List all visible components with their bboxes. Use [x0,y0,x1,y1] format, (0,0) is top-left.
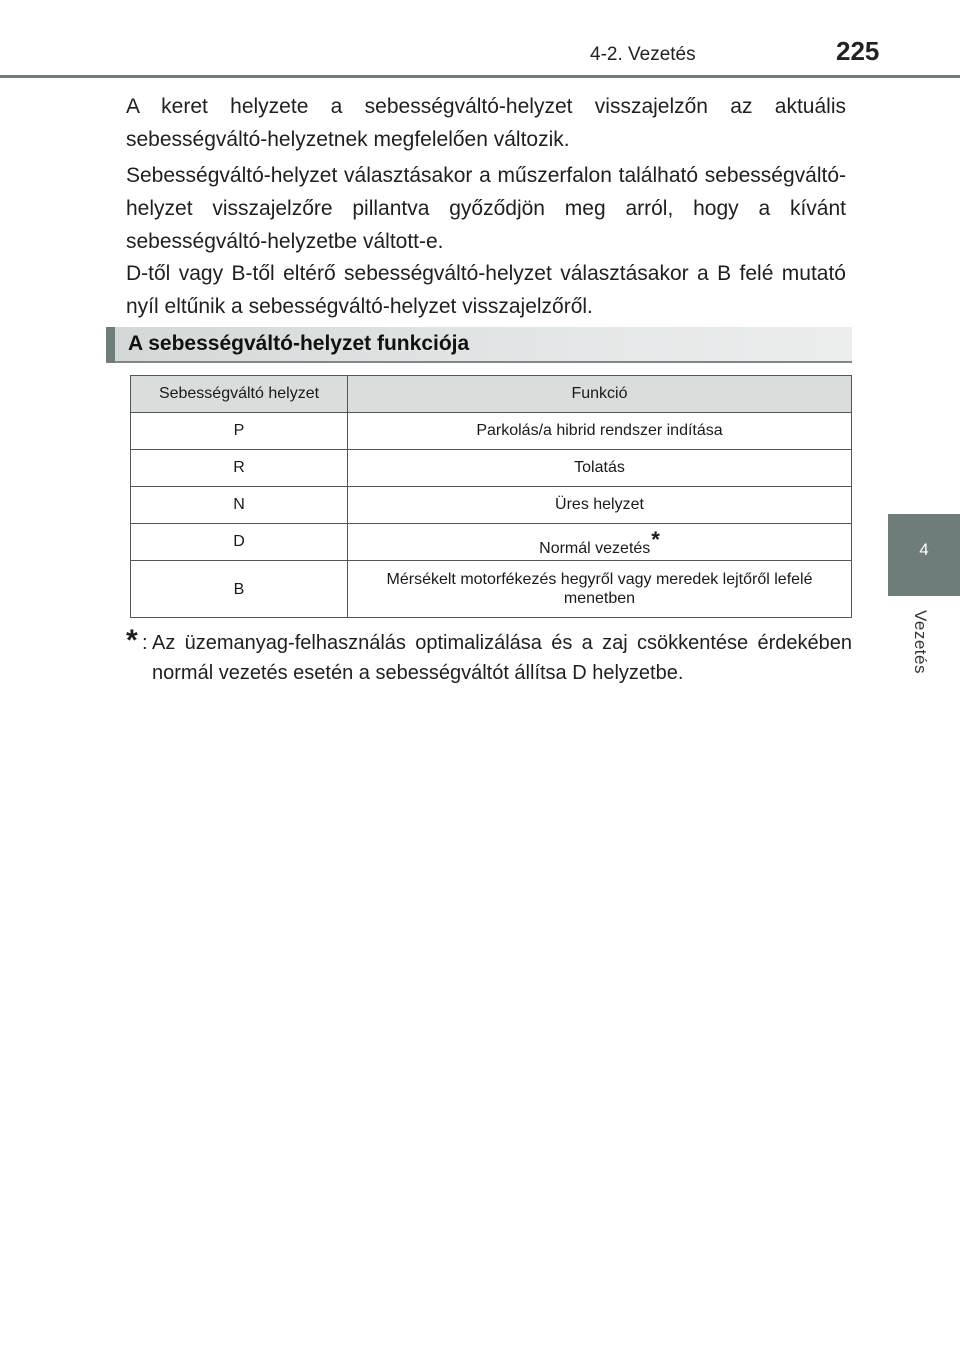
paragraph-1: A keret helyzete a sebességváltó-helyzet visszajelzőn az aktuális sebességváltó-helyzetnek megfelelően változik. [126,95,846,151]
footnote [126,624,852,688]
table-cell-function [348,524,852,561]
section-title: 4-2. Vezetés [590,44,696,65]
table-cell-position: P [131,413,348,450]
table-row [131,524,852,561]
footnote-separator: : [142,632,148,654]
table-cell-function: Parkolás/a hibrid rendszer indítása [348,413,852,450]
section-subheading [106,327,852,363]
table-row [131,450,852,487]
table-cell-function: Üres helyzet [348,487,852,524]
subheading-accent-bar [106,327,115,363]
table-cell-function: Mérsékelt motorfékezés hegyről vagy meredek lejtőről lefelé menetben [348,561,852,618]
footnote-reference-marker: * [651,526,660,552]
page-header [0,0,960,80]
table-cell-function: Tolatás [348,450,852,487]
page-number: 225 [836,36,880,66]
paragraph-3: D-től vagy B-től eltérő sebességváltó-helyzet választásakor a B felé mutató nyíl eltűnik a sebességváltó-helyzet visszajelzőről. [126,262,846,318]
footnote-text: Az üzemanyag-felhasználás optimalizálása és a zaj csökkentése érdekében normál vezetés esetén a sebességváltót állítsa D helyzetbe. [152,632,852,684]
table-header-function: Funkció [348,376,852,413]
table-header-position: Sebességváltó helyzet [131,376,348,413]
subheading-text: A sebességváltó-helyzet funkciója [128,332,470,355]
function-text: Normál vezetés [539,539,651,557]
paragraph-2: Sebességváltó-helyzet választásakor a műszerfalon található sebességváltó-helyzet visszajelzőre pillantva győződjön meg arról, hogy a kívánt sebességváltó-helyzetbe váltott-e. [126,164,846,253]
table-row [131,561,852,618]
chapter-number: 4 [919,540,929,559]
table-header-row [131,376,852,413]
table-cell-position: D [131,524,348,561]
table-cell-position: B [131,561,348,618]
footnote-marker: * [126,624,138,657]
header-rule [0,75,960,78]
table-cell-position: R [131,450,348,487]
table-row [131,413,852,450]
table-cell-position: N [131,487,348,524]
shift-position-table [130,375,852,618]
chapter-label: Vezetés [911,610,930,674]
chapter-tab [888,514,960,596]
table-row [131,487,852,524]
